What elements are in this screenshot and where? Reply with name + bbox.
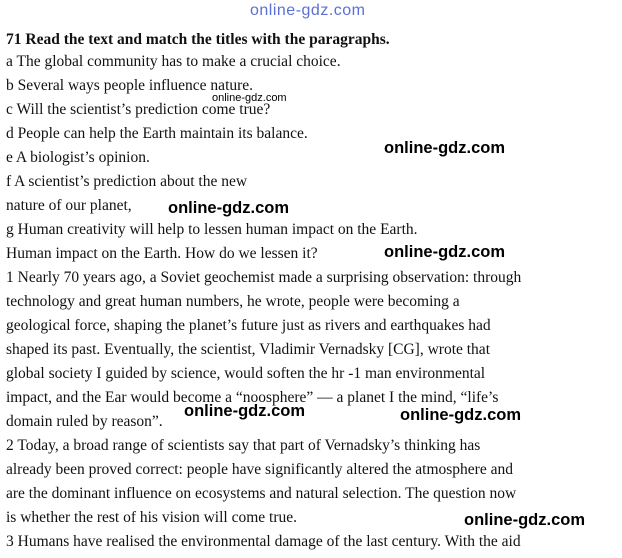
watermark-mid-2: online-gdz.com [184, 402, 305, 420]
title-b: b Several ways people influence nature. [6, 77, 254, 94]
watermark-top: online-gdz.com [250, 2, 366, 19]
title-a: a The global community has to make a crucial choice. [6, 53, 341, 70]
paragraph-line: 1 Nearly 70 years ago, a Soviet geochemist made a surprising observation: through [6, 269, 522, 286]
paragraph-line: domain ruled by reason”. [6, 413, 163, 430]
exercise-heading: 71 Read the text and match the titles with the paragraphs. [6, 31, 390, 48]
paragraph-line: already been proved correct: people have significantly altered the atmosphere and [6, 461, 513, 478]
title-d: d People can help the Earth maintain its balance. [6, 125, 308, 142]
paragraph-line: 2 Today, a broad range of scientists say that part of Vernadsky’s thinking has [6, 437, 481, 454]
paragraph-line: is whether the rest of his vision will come true. [6, 509, 297, 526]
watermark-bottom: online-gdz.com [464, 511, 585, 529]
paragraph-line: 3 Humans have realised the environmental damage of the last century. With the aid [6, 533, 521, 550]
watermark-right-3: online-gdz.com [400, 406, 521, 424]
paragraph-line: geological force, shaping the planet’s future just as rivers and earthquakes had [6, 317, 491, 334]
title-g: g Human creativity will help to lessen human impact on the Earth. [6, 221, 418, 238]
title-f: f A scientist’s prediction about the new [6, 173, 248, 190]
title-c: c Will the scientist’s prediction come true? [6, 101, 271, 118]
paragraph-line: impact, and the Ear would become a “noosphere” — a planet I the mind, “life’s [6, 389, 499, 406]
watermark-right-1: online-gdz.com [384, 139, 505, 157]
watermark-right-2: online-gdz.com [384, 243, 505, 261]
watermark-small: online-gdz.com [212, 92, 287, 104]
paragraph-line: are the dominant influence on ecosystems and natural selection. The question now [6, 485, 517, 502]
paragraph-line: technology and great human numbers, he wrote, people were becoming a [6, 293, 460, 310]
text-title: Human impact on the Earth. How do we lessen it? [6, 245, 318, 262]
paragraph-line: shaped its past. Eventually, the scientist, Vladimir Vernadsky [CG], wrote that [6, 341, 490, 358]
paragraph-line: global society I guided by science, would soften the hr -1 man environmental [6, 365, 486, 382]
title-e: e A biologist’s opinion. [6, 149, 150, 166]
watermark-mid-1: online-gdz.com [168, 199, 289, 217]
title-f-cont: nature of our planet, [6, 197, 132, 214]
